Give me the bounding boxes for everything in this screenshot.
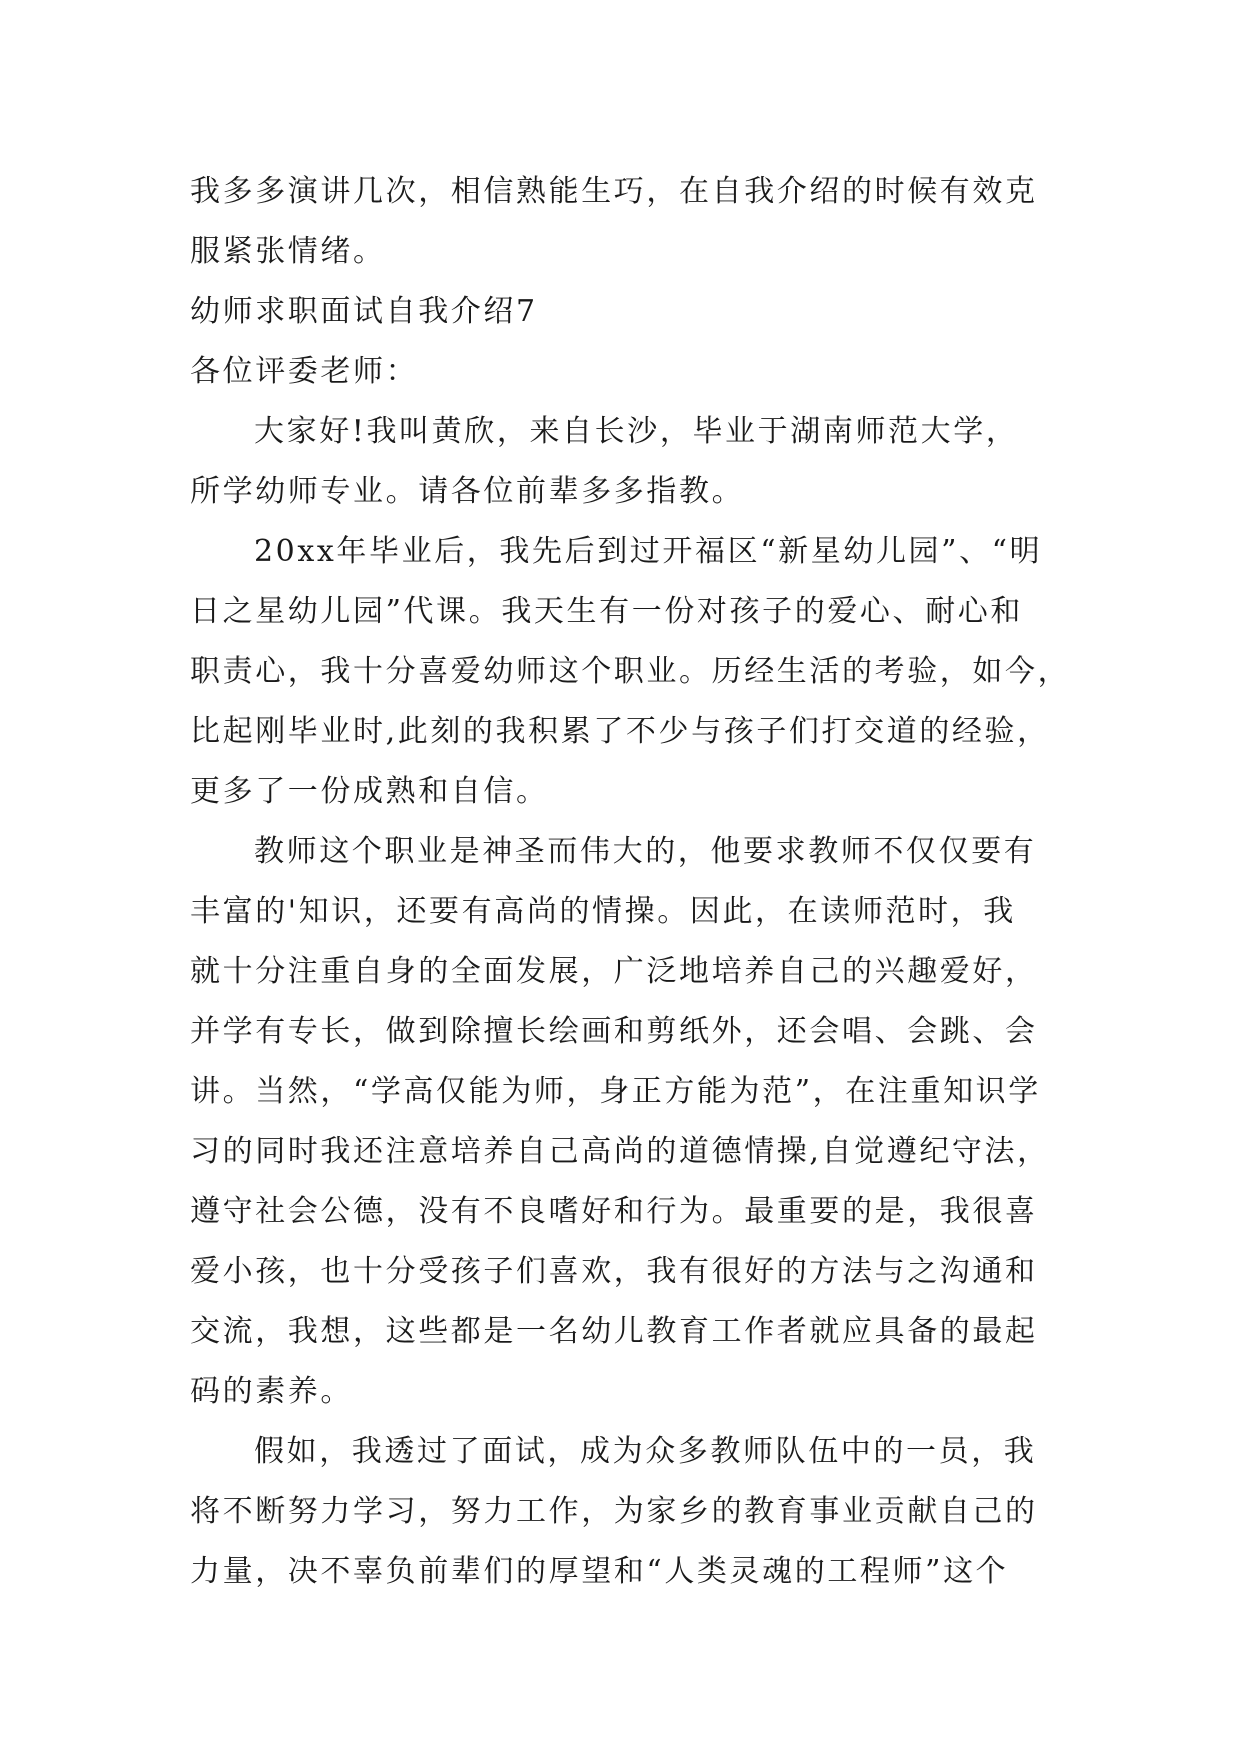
salutation: 各位评委老师： <box>190 354 419 389</box>
text-line: 更多了一份成熟和自信。 <box>190 774 549 809</box>
text-line: 所学幼师专业。请各位前辈多多指教。 <box>190 474 745 509</box>
text-line: 爱小孩，也十分受孩子们喜欢，我有很好的方法与之沟通和 <box>190 1254 1038 1289</box>
text-line: 职责心，我十分喜爱幼师这个职业。历经生活的考验，如今， <box>190 654 1071 689</box>
text-line: 并学有专长，做到除擅长绘画和剪纸外，还会唱、会跳、会 <box>190 1014 1038 1049</box>
text-line: 就十分注重自身的全面发展，广泛地培养自己的兴趣爱好， <box>190 954 1038 989</box>
paragraph-start: 教师这个职业是神圣而伟大的，他要求教师不仅仅要有 <box>254 834 1037 869</box>
text-line: 力量，决不辜负前辈们的厚望和“人类灵魂的工程师”这个 <box>190 1554 1009 1589</box>
text-line: 遵守社会公德，没有不良嗜好和行为。最重要的是，我很喜 <box>190 1194 1038 1229</box>
text-line: 讲。当然，“学高仅能为师，身正方能为范”，在注重知识学 <box>190 1074 1041 1109</box>
paragraph-start: 假如，我透过了面试，成为众多教师队伍中的一员，我 <box>254 1434 1037 1469</box>
text-line: 我多多演讲几次，相信熟能生巧，在自我介绍的时候有效克 <box>190 174 1038 209</box>
text-line: 服紧张情绪。 <box>190 234 386 269</box>
text-line: 日之星幼儿园”代课。我天生有一份对孩子的爱心、耐心和 <box>190 594 1023 629</box>
text-line: 将不断努力学习，努力工作，为家乡的教育事业贡献自己的 <box>190 1494 1038 1529</box>
paragraph-start: 20xx年毕业后，我先后到过开福区“新星幼儿园”、“明 <box>254 534 1043 569</box>
paragraph-start: 大家好!我叫黄欣，来自长沙，毕业于湖南师范大学， <box>254 414 1019 449</box>
text-line: 交流，我想，这些都是一名幼儿教育工作者就应具备的最起 <box>190 1314 1038 1349</box>
text-line: 比起刚毕业时,此刻的我积累了不少与孩子们打交道的经验， <box>190 714 1050 749</box>
text-line: 习的同时我还注意培养自己高尚的道德情操,自觉遵纪守法， <box>190 1134 1050 1169</box>
section-heading: 幼师求职面试自我介绍7 <box>190 294 538 329</box>
text-line: 丰富的'知识，还要有高尚的情操。因此，在读师范时，我 <box>190 894 1016 929</box>
text-line: 码的素养。 <box>190 1374 353 1409</box>
document-body <box>190 162 1071 1602</box>
